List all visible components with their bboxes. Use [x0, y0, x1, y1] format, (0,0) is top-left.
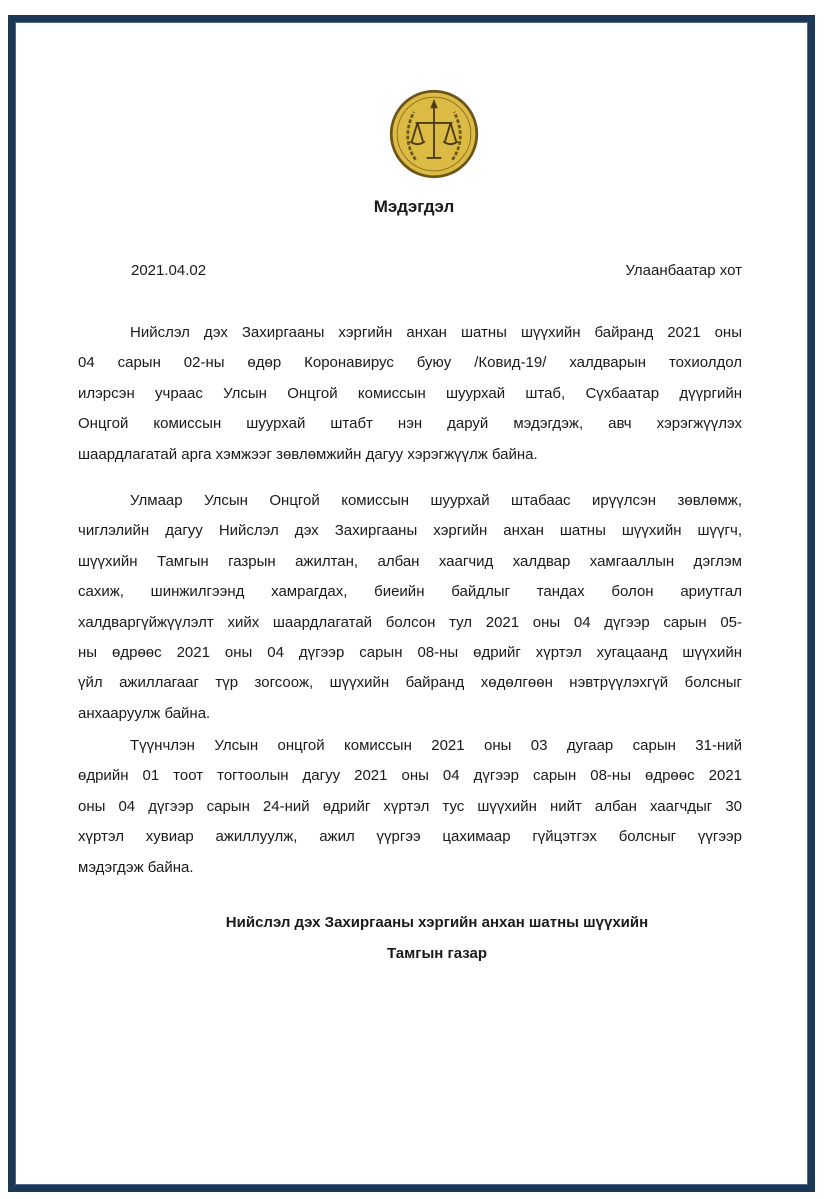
text-line: үйл ажиллагааг түр зогсоож, шүүхийн байранд хөдөлгөөн нэвтрүүлэхгүй болсныг	[78, 674, 742, 692]
text-line: Улмаар Улсын Онцгой комиссын шуурхай штабаас ирүүлсэн зөвлөмж,	[130, 492, 742, 509]
document-title: Мэдэгдэл	[373, 197, 455, 216]
text-line: Онцгой комиссын шуурхай штабт нэн даруй мэдэгдэж, авч хэрэгжүүлэх	[78, 415, 742, 433]
text-line: мэдэгдэж байна.	[78, 858, 194, 876]
document-date: 2021.04.02	[131, 262, 207, 279]
text-line: 04 сарын 02-ны өдөр Коронавирус буюу /Ковид-19/ халдварын тохиолдол	[78, 354, 742, 372]
text-line: хүртэл хувиар ажиллуулж, ажил үүргээ цахимаар гүйцэтгэх болсныг үүгээр	[78, 828, 742, 846]
paragraph-2	[78, 486, 742, 729]
court-emblem-icon	[388, 88, 480, 180]
text-line: оны 04 дүгээр сарын 24-ний өдрийг хүртэл тус шүүхийн нийт албан хаагчдыг 30	[78, 797, 742, 815]
signature-line-1: Нийслэл дэх Захиргааны хэргийн анхан шатны шүүхийн	[225, 914, 649, 931]
text-line: өдрийн 01 тоот тогтоолын дагуу 2021 оны 04 дүгээр сарын 08-ны өдрөөс 2021	[78, 767, 742, 785]
text-line: халдваргүйжүүлэлт хийх шаардлагатай болсон тул 2021 оны 04 дүгээр сарын 05-	[78, 613, 742, 631]
text-line: шүүхийн Тамгын газрын ажилтан, албан хаагчид халдвар хамгааллын дэглэм	[78, 552, 742, 570]
text-line: Түүнчлэн Улсын онцгой комиссын 2021 оны 03 дугаар сарын 31-ний	[130, 737, 742, 754]
signature-line-2: Тамгын газар	[386, 945, 488, 962]
paragraph-1	[78, 318, 742, 470]
paragraph-3	[78, 731, 742, 883]
document-city: Улаанбаатар хот	[625, 262, 742, 279]
text-line: илэрсэн учраас Улсын Онцгой комиссын шуурхай штаб, Сүхбаатар дүүргийн	[78, 384, 742, 402]
text-line: чиглэлийн дагуу Нийслэл дэх Захиргааны хэргийн анхан шатны шүүхийн шүүгч,	[78, 522, 742, 540]
text-line: сахиж, шинжилгээнд хамрагдах, биеийн байдлыг тандах болон ариутгал	[78, 583, 742, 601]
text-line: Нийслэл дэх Захиргааны хэргийн анхан шатны шүүхийн байранд 2021 оны	[130, 324, 742, 341]
text-line: анхааруулж байна.	[78, 704, 211, 722]
text-line: шаардлагатай арга хэмжээг зөвлөмжийн дагуу хэрэгжүүлж байна.	[78, 445, 538, 463]
text-line: ны өдрөөс 2021 оны 04 дүгээр сарын 08-ны өдрийг хүртэл хугацаанд шүүхийн	[78, 643, 742, 661]
